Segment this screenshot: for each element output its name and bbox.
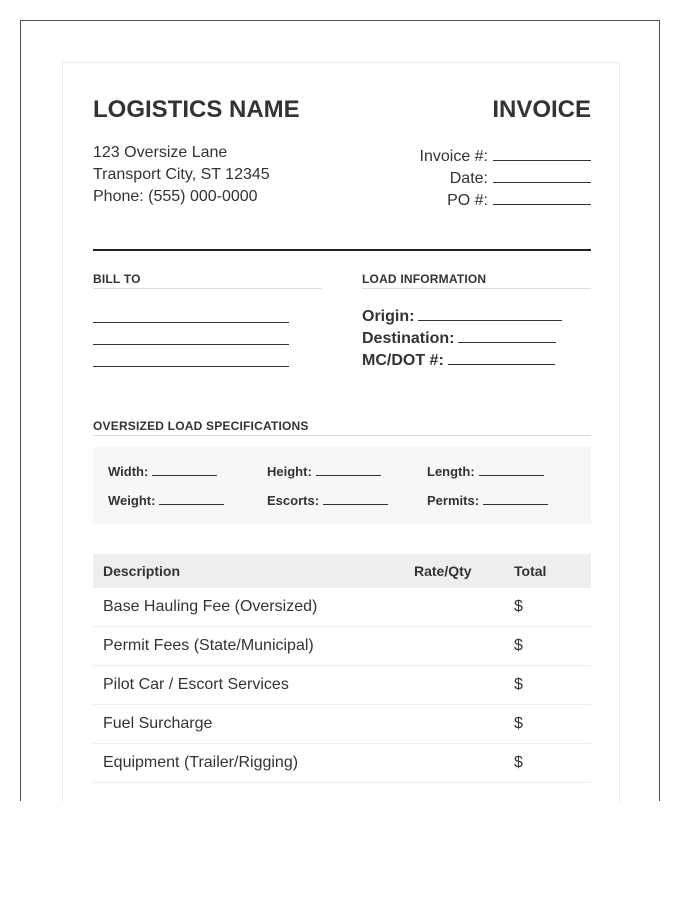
- item-rate-qty[interactable]: [404, 588, 504, 627]
- destination-blank[interactable]: [458, 328, 556, 343]
- item-description: Equipment (Trailer/Rigging): [93, 744, 404, 783]
- escorts-label: Escorts:: [267, 493, 320, 508]
- width-label: Width:: [108, 464, 149, 479]
- table-row: [93, 705, 591, 744]
- permits-field: [427, 493, 548, 508]
- length-label: Length:: [427, 464, 475, 479]
- table-row: [93, 627, 591, 666]
- invoice-number-blank[interactable]: [493, 146, 591, 161]
- header-divider: [93, 249, 591, 251]
- weight-label: Weight:: [108, 493, 156, 508]
- bill-to-line[interactable]: [93, 366, 289, 367]
- document-title: INVOICE: [492, 96, 591, 123]
- length-blank[interactable]: [479, 464, 544, 476]
- invoice-number-label: Invoice #:: [419, 148, 488, 165]
- po-number-field: [420, 190, 591, 212]
- specifications-heading: OVERSIZED LOAD SPECIFICATIONS: [93, 419, 591, 436]
- permits-blank[interactable]: [483, 493, 548, 505]
- date-blank[interactable]: [493, 168, 591, 183]
- length-field: [427, 464, 544, 479]
- escorts-field: [267, 493, 388, 508]
- item-description: Fuel Surcharge: [93, 705, 404, 744]
- line-items-table: [93, 554, 591, 783]
- height-label: Height:: [267, 464, 312, 479]
- item-rate-qty[interactable]: [404, 705, 504, 744]
- company-address: [93, 142, 270, 208]
- bill-to-heading: BILL TO: [93, 272, 322, 289]
- item-total[interactable]: $: [504, 588, 591, 627]
- item-total[interactable]: $: [504, 666, 591, 705]
- po-number-label: PO #:: [447, 192, 488, 209]
- height-field: [267, 464, 381, 479]
- origin-blank[interactable]: [418, 306, 562, 321]
- table-row: [93, 588, 591, 627]
- invoice-number-field: [420, 146, 591, 168]
- address-line-street: 123 Oversize Lane: [93, 144, 228, 161]
- column-header-description: Description: [93, 554, 404, 588]
- width-blank[interactable]: [152, 464, 217, 476]
- load-information-heading: LOAD INFORMATION: [362, 272, 591, 289]
- load-information-fields: [362, 306, 562, 372]
- destination-label: Destination:: [362, 330, 455, 347]
- mc-dot-label: MC/DOT #:: [362, 352, 444, 369]
- escorts-blank[interactable]: [323, 493, 388, 505]
- date-field: [420, 168, 591, 190]
- invoice-page: [62, 62, 620, 802]
- document-frame: [20, 20, 660, 801]
- date-label: Date:: [449, 170, 488, 187]
- item-rate-qty[interactable]: [404, 666, 504, 705]
- address-line-phone: Phone: (555) 000-0000: [93, 188, 258, 205]
- weight-field: [108, 493, 224, 508]
- item-total[interactable]: $: [504, 705, 591, 744]
- height-blank[interactable]: [316, 464, 381, 476]
- table-header-row: [93, 554, 591, 588]
- destination-field: [362, 328, 562, 350]
- origin-field: [362, 306, 562, 328]
- po-number-blank[interactable]: [493, 190, 591, 205]
- bill-to-line[interactable]: [93, 344, 289, 345]
- invoice-meta: [420, 146, 591, 212]
- table-row: [93, 744, 591, 783]
- item-rate-qty[interactable]: [404, 744, 504, 783]
- table-row: [93, 666, 591, 705]
- item-total[interactable]: $: [504, 744, 591, 783]
- address-line-city: Transport City, ST 12345: [93, 166, 270, 183]
- origin-label: Origin:: [362, 308, 415, 325]
- permits-label: Permits:: [427, 493, 480, 508]
- item-description: Pilot Car / Escort Services: [93, 666, 404, 705]
- column-header-rate-qty: Rate/Qty: [404, 554, 504, 588]
- item-description: Base Hauling Fee (Oversized): [93, 588, 404, 627]
- bill-to-line[interactable]: [93, 322, 289, 323]
- item-rate-qty[interactable]: [404, 627, 504, 666]
- mc-dot-field: [362, 350, 562, 372]
- item-total[interactable]: $: [504, 627, 591, 666]
- width-field: [108, 464, 217, 479]
- mc-dot-blank[interactable]: [448, 350, 555, 365]
- item-description: Permit Fees (State/Municipal): [93, 627, 404, 666]
- column-header-total: Total: [504, 554, 591, 588]
- weight-blank[interactable]: [159, 493, 224, 505]
- company-name: LOGISTICS NAME: [93, 96, 300, 123]
- specifications-box: [93, 447, 591, 524]
